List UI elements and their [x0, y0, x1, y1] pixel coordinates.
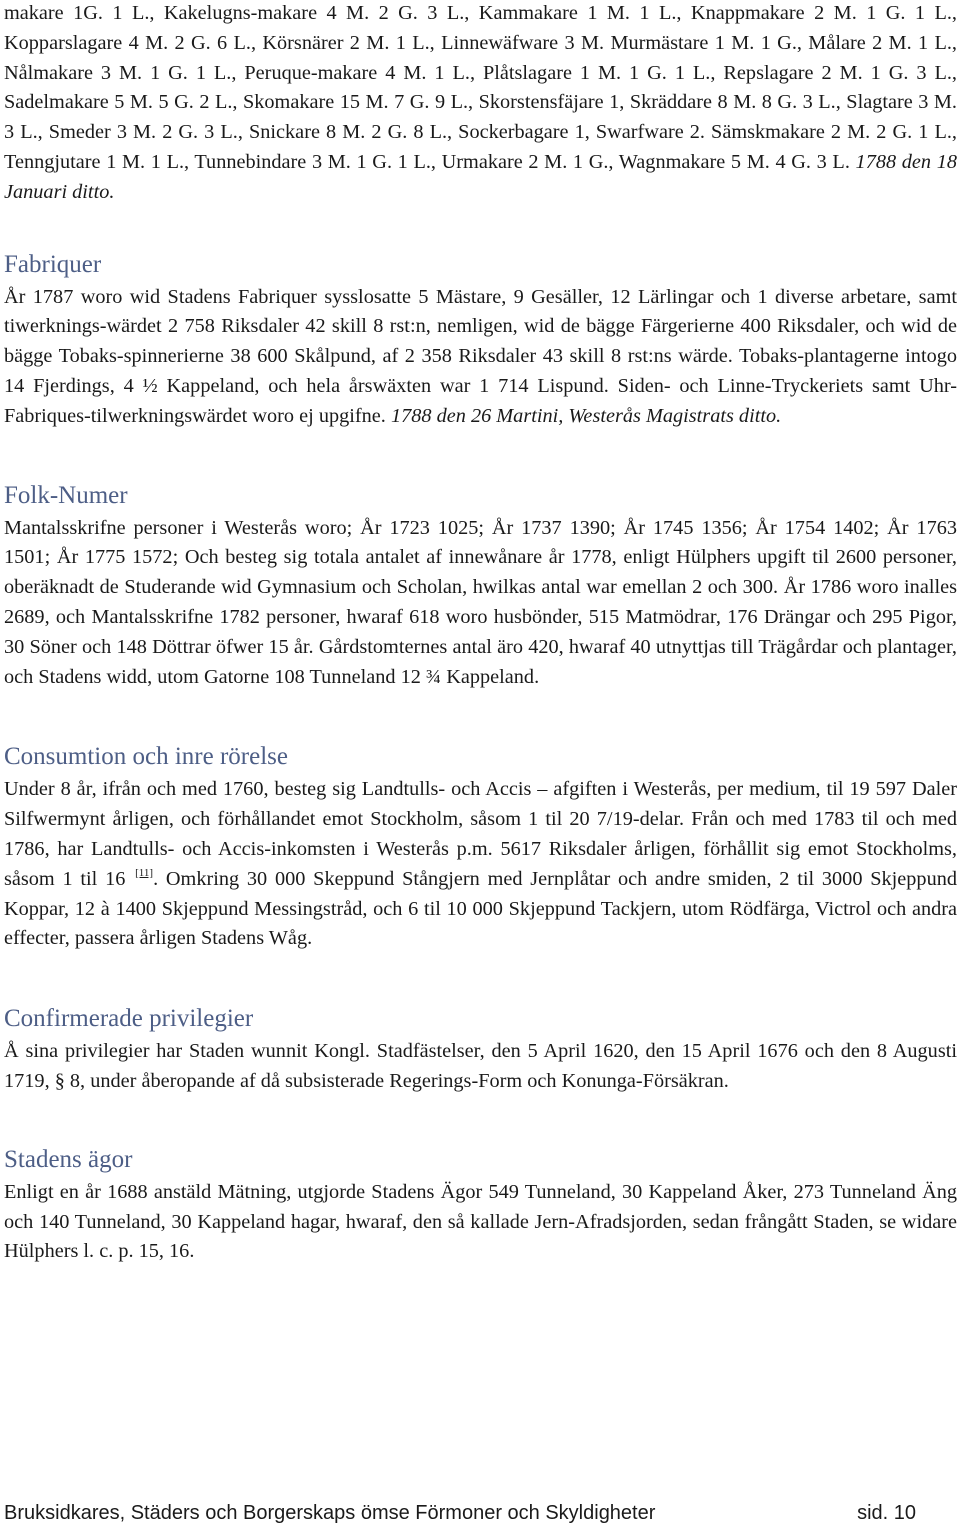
section-heading-consumtion: Consumtion och inre rörelse [4, 743, 288, 771]
section-heading-stadens-agor: Stadens ägor [4, 1145, 133, 1173]
section-body-folk-numer: Mantalsskrifne personer i Westerås woro; År 1723 1025; År 1737 1390; År 1745 1356; År 1754 1402; År 1763 1501; År 1775 1572; Och besteg sig totala antalet af innewånare år 1778, enligt Hülphers upgift til 2600 personer, oberäknadt de Studerande wid Gymnasium och Scholan, hwilkas antal war emellan 2 och 300. År 1786 woro inalles 2689, och Mantalsskrifne 1782 personer, hwaraf 618 woro husbönder, 515 Matmödrar, 176 Drängar och 295 Pigor, 30 Söner och 148 Döttrar öfwer 15 år. Gårdstomternes antal äro 420, hwaraf 40 utnyttjas till Trägårdar och plantager, och Stadens widd, utom Gatorne 108 Tunneland 12 ¾ Kappeland. [4, 516, 957, 688]
intro-text: makare 1G. 1 L., Kakelugns-makare 4 M. 2 G. 3 L., Kammakare 1 M. 1 L., Knappmakare 2 M. 1 G. 1 L., Kopparslagare 4 M. 2 G. 6 L., Körsnärer 2 M. 1 L., Linnewäfware 3 M. Murmästare 1 M. 1 G., Målare 2 M. 1 L., Nålmakare 3 M. 1 G. 1 L., Peruque-makare 4 M. 1 L., Plåtslagare 1 M. 1 G. 1 L., Repslagare 2 M. 1 G. 3 L., Sadelmakare 5 M. 5 G. 2 L., Skomakare 15 M. 7 G. 9 L., Skorstensfäjare 1, Skräddare 8 M. 8 G. 3 L., Slagtare 3 M. 3 L., Smeder 3 M. 2 G. 3 L., Snickare 8 M. 2 G. 8 L., Sockerbagare 1, Swarfware 2. Sämskmakare 2 M. 2 G. 1 L., Tenngjutare 1 M. 1 L., Tunnebindare 3 M. 1 G. 1 L., Urmakare 2 M. 1 G., Wagnmakare 5 M. 4 G. 3 L. [4, 2, 957, 173]
consumtion-text-before: Under 8 år, ifrån och med 1760, besteg sig Landtulls- och Accis – afgiften i Westerås, per medium, til 19 597 Daler Silfwermynt årligen, och förhållandet emot Stockholm, såsom 1 til 20 7/19-delar. Från och med 1783 til och med 1786, har Landtulls- och Accis-inkomsten i Westerås p.m. 5617 Riksdaler årligen, förhållit sig emot Stockholms, såsom 1 til 16 [4, 778, 957, 890]
section-heading-confirmerade: Confirmerade privilegier [4, 1005, 254, 1033]
consumtion-text-after: . Omkring 30 000 Skeppund Stångjern med Jernplåtar och andre smiden, 2 til 3000 Skjeppund Koppar, 12 à 1400 Skjeppund Messingstråd, och 6 til 10 000 Skjeppund Tackjern, utom Rödfärga, Victrol och andra effecter, passera årligen Stadens Wåg. [4, 867, 957, 950]
fabriquer-date: 1788 den 26 Martini, Westerås Magistrats ditto. [390, 404, 782, 427]
fabriquer-text: År 1787 woro wid Stadens Fabriquer sysslosatte 5 Mästare, 9 Gesäller, 12 Lärlingar och 1 diverse arbetare, samt tiwerknings-wärdet 2 758 Riksdaler 42 skill 8 rst:n, nemligen, wid de bägge Färgerierne 400 Riksdaler, och wid de bägge Tobaks-spinnerierne 38 600 Skålpund, af 2 358 Riksdaler 43 skill 8 rst:ns wärde. Tobaks-plantagerne intogo 14 Fjerdings, 4 ½ Kappeland, och hela årswäxten war 1 714 Lispund. Siden- och Linne-Tryckeriets samt Uhr-Fabriques-tilwerkningswärdet woro ej upgifne. [4, 285, 957, 427]
document-page [4, 0, 957, 1267]
intro-date: 1788 den 18 Januari ditto. [4, 150, 957, 203]
intro-paragraph [4, 0, 957, 208]
section-body-fabriquer [4, 283, 957, 432]
page-number: sid. 10 [857, 1502, 916, 1524]
section-heading-fabriquer: Fabriquer [4, 250, 102, 278]
footer-title: Bruksidkares, Städers och Borgerskaps ömse Förmoner och Skyldigheter [4, 1502, 656, 1524]
section-body-consumtion [4, 775, 957, 954]
section-body-stadens-agor: Enligt en år 1688 anstäld Mätning, utgjorde Stadens Ägor 549 Tunneland, 30 Kappeland Åker, 273 Tunneland Äng och 140 Tunneland, 30 Kappeland hagar, hwaraf, den så kallade Jern-Afradsjorden, sedan frångått Staden, se widare Hülphers l. c. p. 15, 16. [4, 1180, 957, 1263]
section-body-confirmerade: Å sina privilegier har Staden wunnit Kongl. Stadfästelser, den 5 April 1620, den 15 April 1676 och den 8 Augusti 1719, § 8, under åberopande af då subsisterade Regerings-Form och Konunga-Försäkran. [4, 1040, 957, 1092]
footnote-link[interactable]: [11] [135, 866, 154, 879]
section-heading-folk-numer: Folk-Numer [4, 481, 128, 509]
